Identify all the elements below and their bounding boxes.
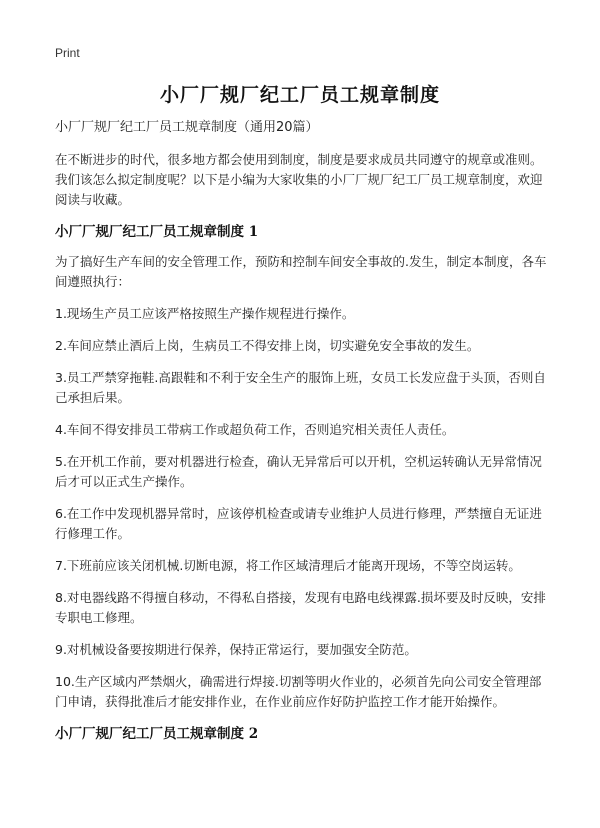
- intro-paragraph: 在不断进步的时代，很多地方都会使用到制度，制度是要求成员共同遵守的规章或准则。我们该怎么拟定制度呢？以下是小编为大家收集的小厂厂规厂纪工厂员工规章制度，欢迎阅读与收藏。: [55, 152, 543, 207]
- rule-item-10: 10.生产区域内严禁烟火，确需进行焊接.切割等明火作业的，必须首先向公司安全管理部门申请，获得批准后才能安排作业，在作业前应作好防护监控工作才能开始操作。: [55, 674, 542, 709]
- page-title: 小厂厂规厂纪工厂员工规章制度: [159, 84, 440, 106]
- rule-item-4: 4.车间不得安排员工带病工作或超负荷工作，否则追究相关责任人责任。: [55, 422, 455, 437]
- rule-item-8: 8.对电器线路不得擅自移动，不得私自搭接，发现有电路电线裸露.损坏要及时反映，安排专职电工修理。: [55, 590, 546, 625]
- document-body: [55, 118, 550, 754]
- rule-item-5: 5.在开机工作前，要对机器进行检查，确认无异常后可以开机，空机运转确认无异常情况后才可以正式生产操作。: [55, 454, 542, 489]
- print-label: Print: [55, 46, 80, 60]
- rule-item-7: 7.下班前应该关闭机械.切断电源，将工作区域清理后才能离开现场，不等空岗运转。: [55, 558, 521, 573]
- rule-item-9: 9.对机械设备要按期进行保养，保持正常运行，要加强安全防范。: [55, 642, 417, 657]
- rule-item-2: 2.车间应禁止酒后上岗，生病员工不得安排上岗，切实避免安全事故的发生。: [55, 338, 480, 353]
- rule-item-6: 6.在工作中发现机器异常时，应该停机检查或请专业维护人员进行修理，严禁擅自无证进行修理工作。: [55, 506, 542, 541]
- document-subtitle: 小厂厂规厂纪工厂员工规章制度（通用20篇）: [55, 120, 319, 135]
- section-intro-paragraph: 为了搞好生产车间的安全管理工作，预防和控制车间安全事故的.发生，制定本制度，各车间遵照执行：: [55, 254, 547, 289]
- rule-item-1: 1.现场生产员工应该严格按照生产操作规程进行操作。: [55, 306, 355, 321]
- section-heading-2: 小厂厂规厂纪工厂员工规章制度 2: [55, 726, 259, 742]
- rule-item-3: 3.员工严禁穿拖鞋.高跟鞋和不利于安全生产的服饰上班，女员工长发应盘于头顶，否则自己承担后果。: [55, 370, 546, 405]
- section-heading-1: 小厂厂规厂纪工厂员工规章制度 1: [55, 224, 259, 240]
